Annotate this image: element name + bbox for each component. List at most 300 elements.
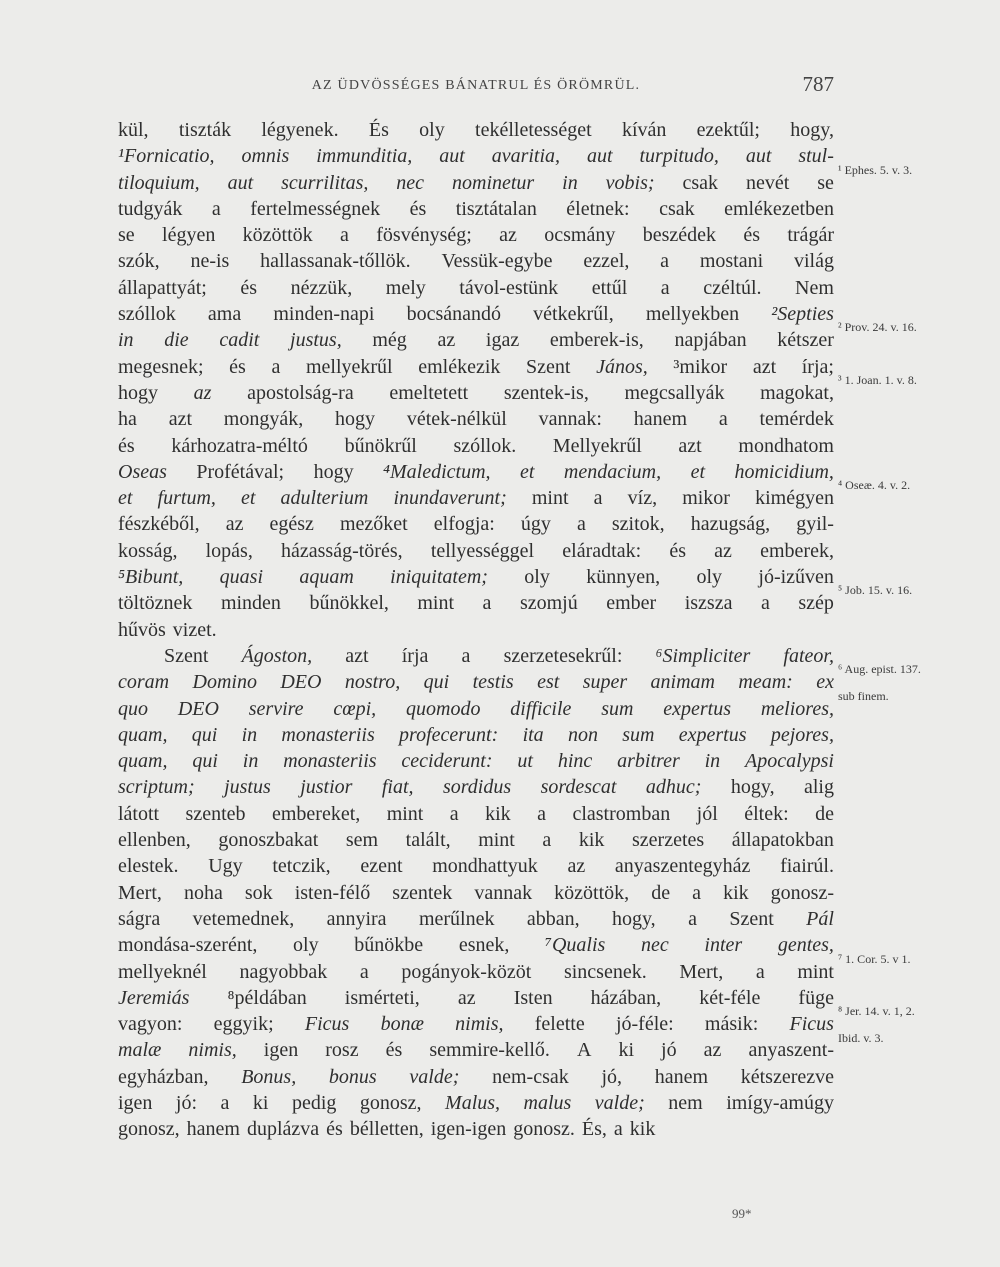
word: ⁵Bibunt, <box>118 566 184 589</box>
word: vobis; <box>605 171 655 194</box>
word: eggyik; <box>213 1013 274 1036</box>
word: szóllok <box>118 303 176 326</box>
word: gonosz. <box>513 1118 575 1141</box>
word: Nem <box>795 276 834 299</box>
word: Ficus <box>789 1013 834 1036</box>
word: tiszták <box>178 119 232 141</box>
word: in <box>242 750 259 773</box>
margin-note: Ibid. v. 3. <box>838 1030 884 1045</box>
word: ellenben, <box>118 829 191 852</box>
word: vannak <box>474 881 533 904</box>
word: adhuc; <box>645 776 702 799</box>
word: életnek: <box>566 197 630 220</box>
word: nostro, <box>344 671 401 694</box>
word: Ficus <box>304 1013 350 1036</box>
word: megesnek; <box>118 355 204 378</box>
word: valde; <box>594 1091 645 1114</box>
word: in <box>241 723 258 746</box>
word: szép <box>798 592 834 615</box>
word: justus <box>224 776 271 799</box>
word: aut <box>227 171 254 194</box>
word: mint <box>386 802 424 825</box>
word: et <box>118 487 133 510</box>
word: csak <box>682 171 719 194</box>
margin-note: sub finem. <box>838 688 889 703</box>
word: fateor, <box>783 644 834 667</box>
word: super <box>582 671 628 694</box>
word: az <box>703 1039 722 1062</box>
text-line <box>118 932 834 958</box>
word: imígy-amúgy <box>726 1091 834 1114</box>
text-line <box>118 774 834 800</box>
word: fertelmességnek <box>250 197 381 220</box>
word: És <box>368 119 389 141</box>
word: ne-is <box>190 250 230 273</box>
word: ságra <box>118 907 161 930</box>
text-line <box>118 853 834 879</box>
word: duplázva <box>246 1118 320 1141</box>
word: másik: <box>704 1013 759 1036</box>
text-line <box>118 906 834 932</box>
margin-note: ⁷ 1. Cor. 5. v 1. <box>838 951 911 966</box>
word: emlékezik <box>418 355 501 378</box>
word: abban, <box>526 907 580 930</box>
word: két-féle <box>699 986 761 1009</box>
word: valde; <box>409 1065 460 1088</box>
word: profecerunt: <box>399 723 499 746</box>
word: hogy <box>313 460 354 483</box>
word: szentek <box>392 881 453 904</box>
word: isten-félő <box>294 881 371 904</box>
word: sum <box>622 723 655 746</box>
word: annyira <box>326 907 387 930</box>
word: et <box>241 487 256 510</box>
word: talált, <box>405 829 451 852</box>
word: mostani <box>699 250 764 273</box>
text-line <box>118 880 834 906</box>
word: hogy <box>118 381 158 404</box>
word: in <box>118 329 134 352</box>
word: az <box>193 381 212 404</box>
word: quomodo <box>406 697 481 720</box>
text-line <box>118 433 834 459</box>
word: Pál <box>806 907 834 930</box>
page-header <box>118 70 834 100</box>
word: coram <box>118 671 170 694</box>
word: gyil- <box>796 513 834 536</box>
word: mikor <box>682 487 730 510</box>
word: jó, <box>601 1065 623 1088</box>
word: elfogja: <box>433 513 495 536</box>
text-line <box>118 827 834 853</box>
word: gentes, <box>777 934 834 957</box>
word: És, <box>581 1118 607 1141</box>
word: Vessük-egybe <box>441 250 553 273</box>
word: Mert, <box>679 960 724 983</box>
text-line <box>118 1116 834 1142</box>
word: quasi <box>219 566 263 589</box>
word: mely <box>385 276 426 299</box>
word: a <box>613 1118 623 1141</box>
word: ember <box>606 592 657 615</box>
word: és <box>240 276 258 299</box>
word: a <box>692 881 702 904</box>
word: trágár <box>787 224 834 247</box>
word: a <box>220 1091 230 1114</box>
word: ⁷Qualis <box>545 934 606 957</box>
word: aut <box>745 145 772 168</box>
word: vagyon: <box>118 1013 183 1036</box>
word: ezektűl; <box>696 119 760 141</box>
word: ceciderunt: <box>401 750 493 773</box>
word: tetczik, <box>272 855 331 878</box>
text-line <box>118 538 834 564</box>
word: a <box>755 960 765 983</box>
running-title: AZ ÜDVÖSSÉGES BÁNATRUL ÉS ÖRÖMRÜL. <box>311 78 641 93</box>
word: DEO <box>177 697 219 720</box>
word: emlékezetben <box>724 197 834 220</box>
word: sincsenek. <box>563 960 647 983</box>
word: mondhatom <box>738 434 834 457</box>
word: vétkekrűl, <box>533 303 614 326</box>
word: szók, <box>118 250 160 273</box>
word: de <box>651 881 671 904</box>
word: turpitudo, <box>639 145 719 168</box>
word: anyaszent- <box>748 1039 834 1062</box>
margin-note: ⁶ Aug. epist. 137. <box>838 662 921 677</box>
word: hazugság, <box>690 513 771 536</box>
word: clastromban <box>572 802 671 825</box>
word: scriptum; <box>118 776 195 799</box>
word: kik <box>485 802 511 825</box>
text-line <box>118 222 834 248</box>
word: ama <box>207 303 242 326</box>
word: temérdek <box>759 408 834 431</box>
word: qui <box>191 723 218 746</box>
word: szitok, <box>611 513 665 536</box>
word: kül, <box>118 119 149 141</box>
text-line <box>118 459 834 485</box>
word: állapattyát; <box>118 276 207 299</box>
word: a <box>718 408 728 431</box>
word: szerzetes <box>632 829 705 852</box>
word: nec <box>640 934 669 957</box>
word: expertus <box>663 697 732 720</box>
word: közöttök, <box>554 881 630 904</box>
word: házában, <box>590 986 662 1009</box>
word: hogy, <box>790 119 834 141</box>
word: légyen <box>162 224 216 247</box>
word: meliores, <box>760 697 834 720</box>
word: se <box>817 171 834 194</box>
word: légyenek. <box>261 119 339 141</box>
word: a <box>482 592 492 615</box>
word: ex <box>816 671 834 694</box>
word: a <box>576 513 586 536</box>
text-line <box>118 722 834 748</box>
text-line <box>118 1011 834 1037</box>
word: pogányok-közöt <box>401 960 532 983</box>
word: monasteriis <box>281 723 375 746</box>
word: jó: <box>175 1091 198 1114</box>
word: hanem <box>633 408 688 431</box>
word: sok <box>244 881 273 904</box>
word: jól <box>696 802 718 825</box>
word: alig <box>804 776 834 799</box>
word: anyaszentegyház <box>614 855 751 878</box>
word: cœpi, <box>333 697 377 720</box>
word: Oseas <box>118 460 167 483</box>
word: és <box>669 539 686 562</box>
word: est <box>537 671 560 694</box>
word: igaz <box>485 329 520 352</box>
word: az <box>567 855 586 878</box>
word: ki <box>618 1039 634 1062</box>
word: ettűl <box>591 276 628 299</box>
word: de <box>815 802 834 825</box>
word: monasteriis <box>283 750 377 773</box>
word: és <box>118 434 135 457</box>
word: kosság, <box>118 539 178 562</box>
word: bűnökrűl <box>344 434 417 457</box>
word: in <box>704 750 721 773</box>
margin-note: ⁸ Jer. 14. v. 1, 2. <box>838 1004 915 1019</box>
text-line <box>118 354 834 380</box>
word: Szent <box>729 907 774 930</box>
word: az <box>437 329 456 352</box>
word: éltek: <box>744 802 789 825</box>
word: fösvénység; <box>376 224 472 247</box>
text-line <box>118 1037 834 1063</box>
word: a <box>760 592 770 615</box>
word: iniquitatem; <box>390 566 488 589</box>
word: quam, <box>118 750 168 773</box>
word: kárhozatra-méltó <box>171 434 308 457</box>
word: a <box>461 644 471 667</box>
word: testis <box>472 671 514 694</box>
word: füge <box>798 986 834 1009</box>
word: ita <box>522 723 544 746</box>
word: hinc <box>557 750 593 773</box>
word: a <box>449 802 459 825</box>
word: fiat, <box>381 776 414 799</box>
word: mint <box>531 487 569 510</box>
word: vétek-nélkül <box>406 408 507 431</box>
word: adulterium <box>280 487 369 510</box>
word: kik <box>629 1118 656 1141</box>
word: úgy <box>520 513 551 536</box>
word: semmire-kellő. <box>429 1039 550 1062</box>
word: János, <box>596 355 648 378</box>
word: kimégyen <box>755 487 834 510</box>
text-line <box>118 801 834 827</box>
text-line <box>118 301 834 327</box>
word: szomjú <box>519 592 578 615</box>
word: immunditia, <box>316 145 413 168</box>
word: nem <box>668 1091 703 1114</box>
word: és <box>385 1039 403 1062</box>
word: mondhattyuk <box>432 855 538 878</box>
word: a <box>660 250 670 273</box>
word: azt <box>678 434 702 457</box>
word: Jeremiás <box>118 986 190 1009</box>
page-number: 787 <box>802 72 834 96</box>
word: czéltúl. <box>703 276 762 299</box>
word: ⁶Simpliciter <box>655 644 751 667</box>
word: tekélletességet <box>475 119 592 141</box>
text-line <box>118 959 834 985</box>
margin-note: ² Prov. 24. v. 16. <box>838 320 917 335</box>
word: nec <box>396 171 425 194</box>
text-line <box>118 117 834 143</box>
word: minden <box>220 592 281 615</box>
word: Profétával; <box>196 460 285 483</box>
word: gonosz, <box>118 1118 180 1141</box>
word: kik <box>723 881 749 904</box>
margin-note: ⁴ Oseæ. 4. v. 2. <box>838 478 911 493</box>
word: azt <box>168 408 192 431</box>
word: felette <box>534 1013 585 1036</box>
word: ocsmány <box>544 224 616 247</box>
word: szenteb <box>185 802 246 825</box>
word: kétszer <box>777 329 834 352</box>
word: jó <box>661 1039 677 1062</box>
word: elestek. <box>118 855 179 878</box>
word: Isten <box>513 986 553 1009</box>
word: oly <box>293 934 319 957</box>
word: nagyobbak <box>239 960 328 983</box>
word: tisztátalan <box>455 197 537 220</box>
word: in <box>562 171 578 194</box>
text-line <box>118 170 834 196</box>
word: nimis, <box>455 1013 504 1036</box>
word: quam, <box>118 723 168 746</box>
word: oly <box>419 119 445 141</box>
word: Ugy <box>208 855 243 878</box>
word: azt <box>752 355 777 378</box>
word: és <box>229 355 246 378</box>
word: a <box>271 355 281 378</box>
word: tellyességgel <box>430 539 535 562</box>
word: justus, <box>290 329 342 352</box>
word: világ <box>793 250 834 273</box>
word: gonosz- <box>770 881 834 904</box>
word: minden-napi <box>273 303 375 326</box>
word: ³mikor <box>673 355 728 378</box>
word: noha <box>183 881 223 904</box>
word: inundaverunt; <box>393 487 507 510</box>
word: mongyák, <box>223 408 304 431</box>
word: bűnökkel, <box>309 592 389 615</box>
word: vannak: <box>538 408 602 431</box>
word: embereket, <box>271 802 361 825</box>
word: et <box>690 460 706 483</box>
word: a <box>537 802 547 825</box>
word: sordidus <box>442 776 512 799</box>
word: hanem <box>654 1065 709 1088</box>
word: ezent <box>360 855 403 878</box>
word: igen <box>263 1039 299 1062</box>
text-line <box>118 643 834 669</box>
word: kik <box>578 829 605 852</box>
text-line <box>118 196 834 222</box>
word: beszédek <box>642 224 716 247</box>
word: bűnökbe <box>354 934 424 957</box>
word: nimis, <box>188 1039 237 1062</box>
word: bélletten, <box>349 1118 424 1141</box>
word: malus <box>523 1091 572 1114</box>
word: ⁴Maledictum, <box>383 460 491 483</box>
text-line <box>118 275 834 301</box>
word: az <box>499 224 517 247</box>
word: megcsallyák <box>624 381 725 404</box>
word: a <box>542 829 552 852</box>
text-line <box>118 1090 834 1116</box>
word: hallassanak-tőllök. <box>260 250 411 273</box>
word: hogy, <box>730 776 775 799</box>
word: ezzel, <box>583 250 630 273</box>
word: die <box>164 329 189 352</box>
word: furtum, <box>157 487 216 510</box>
word: egész <box>269 513 314 536</box>
margin-note: ³ 1. Joan. 1. v. 8. <box>838 373 917 387</box>
word: servire <box>248 697 304 720</box>
word: Mert, <box>118 881 162 904</box>
word: stul- <box>798 145 834 168</box>
word: aut <box>586 145 613 168</box>
word: hogy <box>335 408 376 431</box>
word: még <box>372 329 407 352</box>
word: DEO <box>280 671 322 694</box>
word: nevét <box>745 171 790 194</box>
word: sum <box>601 697 634 720</box>
word: non <box>567 723 598 746</box>
word: cadit <box>219 329 260 352</box>
word: emberek, <box>760 539 834 562</box>
word: a <box>211 197 221 220</box>
word: mellyekrűl <box>305 355 393 378</box>
word: és <box>409 197 427 220</box>
word: Apocalypsi <box>745 750 834 773</box>
text-line <box>118 590 834 616</box>
text-line <box>118 1064 834 1090</box>
word: Malus, <box>445 1091 501 1114</box>
text-line <box>118 380 834 406</box>
word: töltöznek <box>118 592 193 615</box>
text-line <box>118 485 834 511</box>
word: igen-igen <box>430 1118 507 1141</box>
word: vizet. <box>172 618 217 641</box>
word: apostolság-ra <box>247 381 354 404</box>
word: a <box>359 960 369 983</box>
word: ²Septies <box>771 303 834 326</box>
word: az <box>225 513 244 536</box>
word: Domino <box>192 671 257 694</box>
word: pejores, <box>770 723 834 746</box>
word: a <box>593 487 603 510</box>
word: sem <box>345 829 379 852</box>
word: lopás, <box>205 539 253 562</box>
word: A <box>576 1039 592 1062</box>
word: scurrilitas, <box>281 171 369 194</box>
word: gonosz, <box>359 1091 422 1114</box>
word: ki <box>252 1091 269 1114</box>
word: animam <box>650 671 715 694</box>
text-line <box>118 748 834 774</box>
word: se <box>118 224 135 247</box>
printer-signature: 99* <box>732 1206 752 1221</box>
text-line <box>118 985 834 1011</box>
